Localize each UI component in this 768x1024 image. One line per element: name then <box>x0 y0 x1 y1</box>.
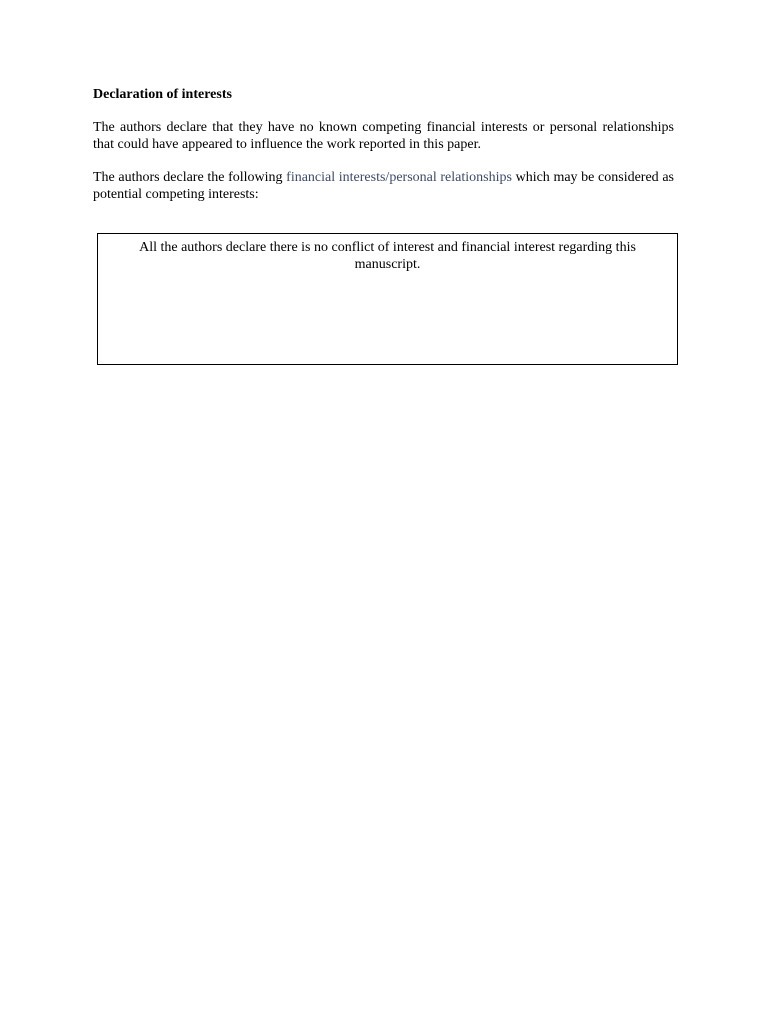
no-competing-interests-statement: The authors declare that they have no known competing financial interests or personal relationships that could have appeared to influence the work reported in this paper. <box>93 120 674 152</box>
statement-suffix: which may be considered as potential competing interests: <box>93 170 674 202</box>
statement-prefix: The authors declare the following <box>93 170 287 185</box>
competing-interests-statement <box>93 169 674 203</box>
document-body <box>93 86 674 219</box>
financial-interests-text: financial interests/personal relationships <box>286 170 512 185</box>
declaration-box <box>97 233 678 365</box>
section-heading: Declaration of interests <box>93 87 232 102</box>
declaration-box-text: All the authors declare there is no conflict of interest and financial interest regarding this manuscript. <box>139 240 636 272</box>
